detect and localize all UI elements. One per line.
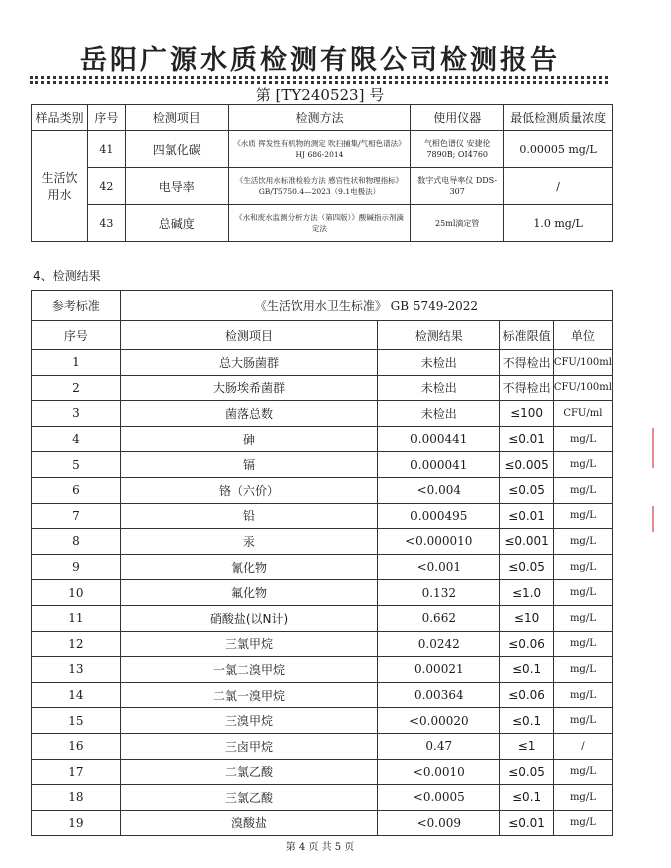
row-no: 7 (32, 503, 121, 529)
row-concentration: 1.0 mg/L (504, 205, 613, 242)
row-item: 四氯化碳 (125, 131, 228, 168)
results-table (31, 290, 613, 836)
row-result: 0.000495 (378, 503, 500, 529)
table-row (32, 682, 613, 708)
row-no: 43 (87, 205, 125, 242)
col-min-concentration: 最低检测质量浓度 (504, 105, 613, 131)
row-limit: ≤0.01 (500, 810, 553, 836)
row-no: 1 (32, 350, 121, 376)
row-limit: ≤0.05 (500, 554, 553, 580)
row-item: 一氯二溴甲烷 (120, 657, 377, 683)
row-unit: mg/L (553, 452, 612, 478)
row-unit: mg/L (553, 657, 612, 683)
row-no: 4 (32, 426, 121, 452)
table-row (32, 205, 613, 242)
red-stamp-fragment (652, 428, 671, 468)
row-limit: ≤0.1 (500, 785, 553, 811)
row-result: <0.000010 (378, 529, 500, 555)
page-footer: 第 4 页 共 5 页 (285, 842, 355, 853)
table-row (32, 580, 613, 606)
row-item: 总碱度 (125, 205, 228, 242)
row-unit: mg/L (553, 785, 612, 811)
row-item: 氰化物 (120, 554, 377, 580)
row-no: 18 (32, 785, 121, 811)
row-no: 16 (32, 733, 121, 759)
row-limit: 不得检出 (500, 350, 553, 376)
row-item: 总大肠菌群 (120, 350, 377, 376)
row-item: 电导率 (125, 168, 228, 205)
row-limit: ≤0.1 (500, 708, 553, 734)
row-limit: ≤0.1 (500, 657, 553, 683)
row-method: 《水和废水监测分析方法（第四版）》酸碱指示剂滴定法 (228, 205, 411, 242)
col-limit: 标准限值 (500, 321, 553, 350)
row-concentration: / (504, 168, 613, 205)
row-result: 0.00364 (378, 682, 500, 708)
row-method: 《生活饮用水标准检验方法 感官性状和物理指标》GB/T5750.4—2023（9.1电极法） (228, 168, 411, 205)
table-row (32, 375, 613, 401)
row-result: 0.00021 (378, 657, 500, 683)
row-item: 大肠埃希菌群 (120, 375, 377, 401)
row-unit: mg/L (553, 477, 612, 503)
row-result: <0.0005 (378, 785, 500, 811)
row-no: 42 (87, 168, 125, 205)
row-unit: CFU/100ml (553, 350, 612, 376)
table-row (32, 401, 613, 427)
row-unit: mg/L (553, 580, 612, 606)
row-unit: mg/L (553, 503, 612, 529)
table-row (32, 350, 613, 376)
table-row (32, 131, 613, 168)
row-unit: mg/L (553, 529, 612, 555)
row-limit: 不得检出 (500, 375, 553, 401)
row-item: 铅 (120, 503, 377, 529)
row-result: 未检出 (378, 375, 500, 401)
table-row (32, 605, 613, 631)
results-section-title: 4、检测结果 (33, 269, 101, 283)
row-limit: ≤0.06 (500, 682, 553, 708)
row-item: 汞 (120, 529, 377, 555)
row-result: 0.0242 (378, 631, 500, 657)
table-row (32, 785, 613, 811)
row-unit: mg/L (553, 426, 612, 452)
row-no: 9 (32, 554, 121, 580)
row-unit: mg/L (553, 554, 612, 580)
row-no: 10 (32, 580, 121, 606)
row-result: 0.000441 (378, 426, 500, 452)
row-no: 14 (32, 682, 121, 708)
row-result: 0.000041 (378, 452, 500, 478)
row-no: 6 (32, 477, 121, 503)
table-row (32, 426, 613, 452)
row-limit: ≤0.05 (500, 477, 553, 503)
red-stamp-fragment (652, 506, 671, 532)
sample-category: 生活饮用水 (32, 131, 88, 242)
table-row (32, 657, 613, 683)
title-divider-top (30, 76, 608, 79)
results-table-header (32, 321, 613, 350)
row-concentration: 0.00005 mg/L (504, 131, 613, 168)
row-limit: ≤0.06 (500, 631, 553, 657)
col-item: 检测项目 (125, 105, 228, 131)
row-limit: ≤0.005 (500, 452, 553, 478)
row-result: 0.47 (378, 733, 500, 759)
table-row (32, 529, 613, 555)
table-row (32, 168, 613, 205)
reference-standard-row (32, 291, 613, 321)
row-item: 二氯乙酸 (120, 759, 377, 785)
row-item: 菌落总数 (120, 401, 377, 427)
row-item: 三氯乙酸 (120, 785, 377, 811)
table-row (32, 810, 613, 836)
row-no: 2 (32, 375, 121, 401)
row-limit: ≤100 (500, 401, 553, 427)
table-row (32, 554, 613, 580)
row-item: 砷 (120, 426, 377, 452)
row-result: 0.132 (378, 580, 500, 606)
col-result: 检测结果 (378, 321, 500, 350)
col-item: 检测项目 (120, 321, 377, 350)
row-limit: ≤0.001 (500, 529, 553, 555)
row-result: <0.0010 (378, 759, 500, 785)
table-row (32, 477, 613, 503)
row-item: 铬（六价） (120, 477, 377, 503)
row-no: 17 (32, 759, 121, 785)
row-item: 溴酸盐 (120, 810, 377, 836)
row-result: <0.00020 (378, 708, 500, 734)
row-method: 《水质 挥发性有机物的测定 吹扫捕集/气相色谱法》HJ 686-2014 (228, 131, 411, 168)
row-item: 三氯甲烷 (120, 631, 377, 657)
col-instrument: 使用仪器 (411, 105, 504, 131)
table-row (32, 733, 613, 759)
reference-standard-value: 《生活饮用水卫生标准》 GB 5749-2022 (120, 291, 612, 321)
methods-table-header (32, 105, 613, 131)
table-row (32, 503, 613, 529)
row-result: <0.004 (378, 477, 500, 503)
row-result: <0.009 (378, 810, 500, 836)
row-unit: CFU/ml (553, 401, 612, 427)
row-unit: mg/L (553, 708, 612, 734)
row-unit: CFU/100ml (553, 375, 612, 401)
reference-standard-label: 参考标准 (32, 291, 121, 321)
row-instrument: 25ml滴定管 (411, 205, 504, 242)
row-instrument: 气相色谱仪 安捷伦7890B; OI4760 (411, 131, 504, 168)
col-sample-category: 样品类别 (32, 105, 88, 131)
row-item: 三溴甲烷 (120, 708, 377, 734)
col-no: 序号 (87, 105, 125, 131)
row-result: <0.001 (378, 554, 500, 580)
row-no: 13 (32, 657, 121, 683)
row-unit: / (553, 733, 612, 759)
row-no: 41 (87, 131, 125, 168)
row-limit: ≤1 (500, 733, 553, 759)
report-title: 岳阳广源水质检测有限公司检测报告 (80, 45, 560, 76)
row-result: 未检出 (378, 401, 500, 427)
report-number: 第 [TY240523] 号 (255, 86, 385, 104)
col-unit: 单位 (553, 321, 612, 350)
row-limit: ≤0.05 (500, 759, 553, 785)
row-result: 未检出 (378, 350, 500, 376)
row-unit: mg/L (553, 631, 612, 657)
row-limit: ≤10 (500, 605, 553, 631)
row-unit: mg/L (553, 682, 612, 708)
row-no: 5 (32, 452, 121, 478)
row-item: 硝酸盐(以N计) (120, 605, 377, 631)
table-row (32, 708, 613, 734)
row-no: 11 (32, 605, 121, 631)
table-row (32, 631, 613, 657)
row-limit: ≤0.01 (500, 503, 553, 529)
row-result: 0.662 (378, 605, 500, 631)
row-no: 8 (32, 529, 121, 555)
row-no: 3 (32, 401, 121, 427)
row-item: 镉 (120, 452, 377, 478)
row-limit: ≤1.0 (500, 580, 553, 606)
row-no: 12 (32, 631, 121, 657)
row-limit: ≤0.01 (500, 426, 553, 452)
col-method: 检测方法 (228, 105, 411, 131)
table-row (32, 452, 613, 478)
col-no: 序号 (32, 321, 121, 350)
row-unit: mg/L (553, 759, 612, 785)
methods-table (31, 104, 613, 242)
row-instrument: 数字式电导率仪 DDS-307 (411, 168, 504, 205)
row-no: 15 (32, 708, 121, 734)
row-item: 二氯一溴甲烷 (120, 682, 377, 708)
table-row (32, 759, 613, 785)
row-no: 19 (32, 810, 121, 836)
row-item: 三卤甲烷 (120, 733, 377, 759)
row-item: 氟化物 (120, 580, 377, 606)
row-unit: mg/L (553, 605, 612, 631)
row-unit: mg/L (553, 810, 612, 836)
